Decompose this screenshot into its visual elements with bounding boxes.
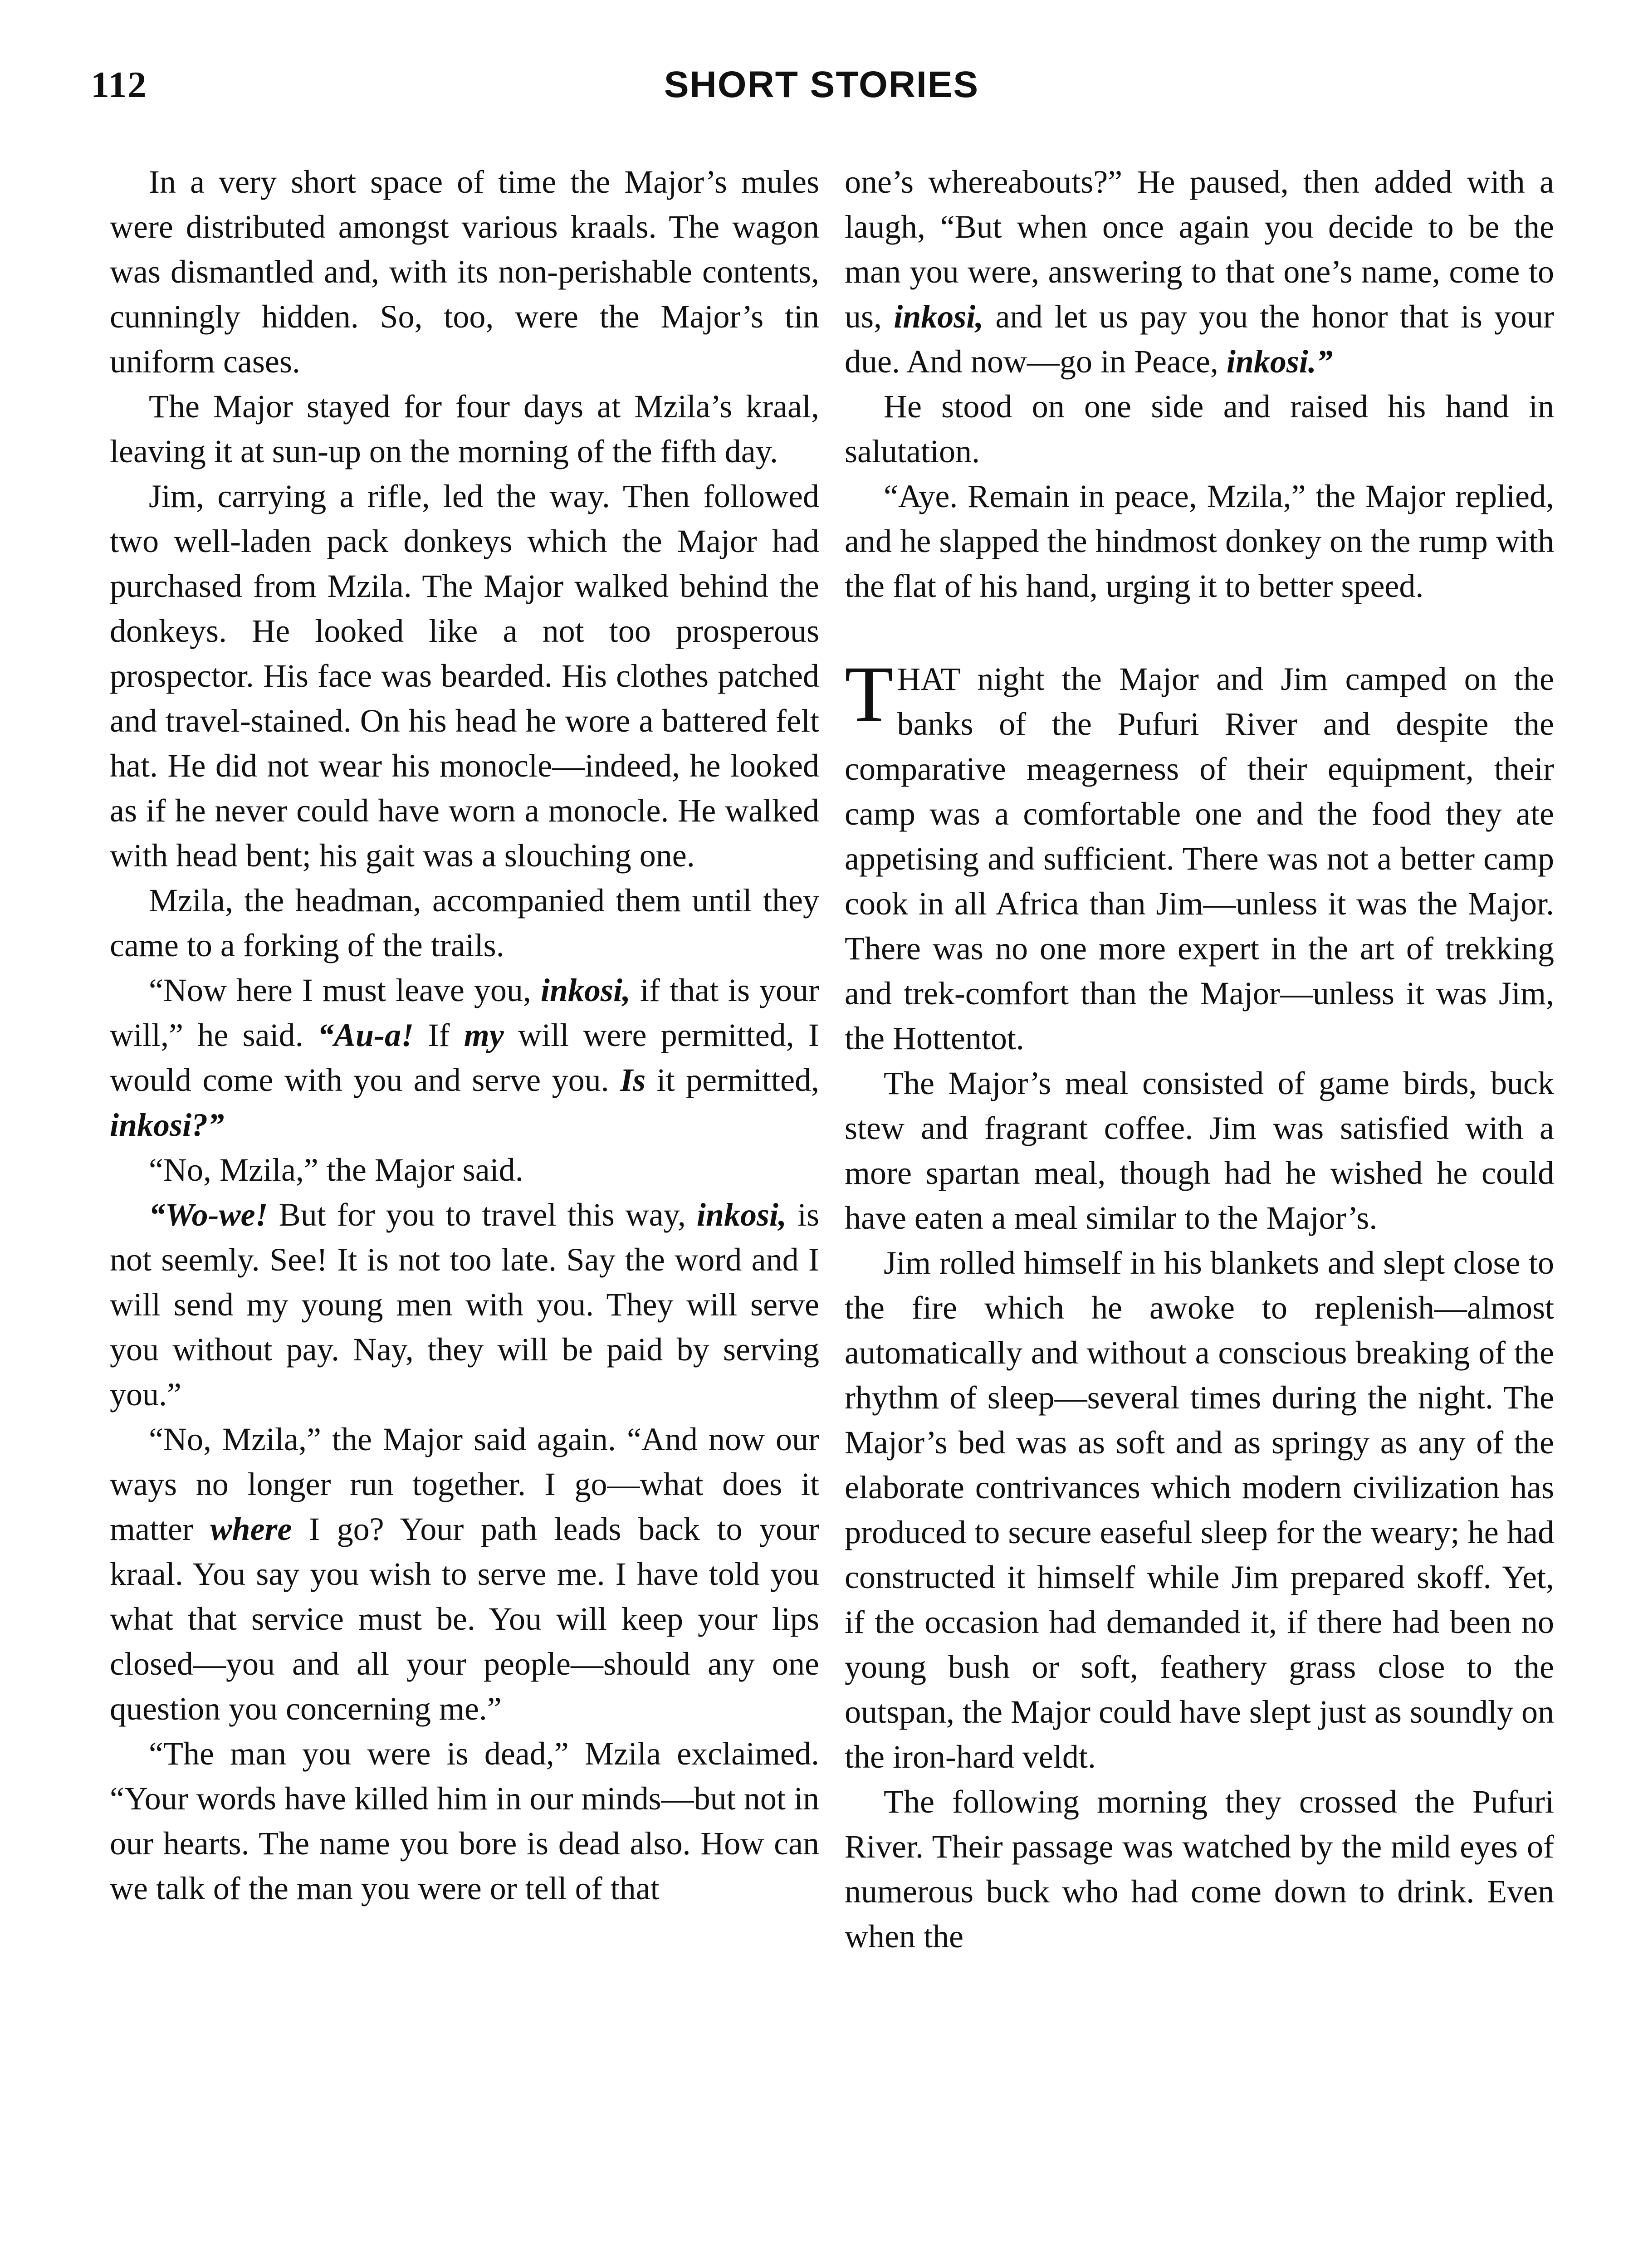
text-run: and let us pay you the honor that is your due. And now—go in Peace, bbox=[845, 298, 1555, 380]
paragraph: The Major stayed for four days at Mzila’s kraal, leaving it at sun-up on the morning of the fifth day. bbox=[110, 388, 819, 469]
italic-word: inkosi, bbox=[894, 298, 984, 335]
drop-cap: T bbox=[845, 650, 894, 738]
text-run: HAT night the Major and Jim camped on the banks of the Pufuri River and despite the comparative meagerness of their equipment, their camp was a comfortable one and the food they ate appetising and sufficient. There was not a better camp cook in all Africa than Jim—unless it was the Major. There was no one more expert in the art of trekking and trek-comfort than the Major—unless it was Jim, the Hottentot. bbox=[845, 661, 1554, 1056]
text-run: If bbox=[428, 1017, 450, 1053]
paragraph: “The man you were is dead,” Mzila exclaimed. “Your words have killed him in our minds—but not in our hearts. The name you bore is dead also. How can we talk of the man you were or tell of that bbox=[110, 1735, 819, 1906]
italic-word: where bbox=[210, 1511, 292, 1547]
text-run: one’s whereabouts?” He paused, then added with a laugh, “But when once again you decide to be the man you were, answering to that one’s name, come to us, bbox=[845, 164, 1554, 335]
right-column bbox=[845, 160, 1554, 1959]
paragraph bbox=[845, 160, 1554, 384]
paragraph: He stood on one side and raised his hand in salutation. bbox=[845, 388, 1554, 469]
paragraph: The following morning they crossed the Pufuri River. Their passage was watched by the mild eyes of numerous buck who had come down to drink. Even when the bbox=[845, 1784, 1554, 1955]
left-column bbox=[110, 160, 819, 1911]
page-number: 112 bbox=[91, 64, 147, 105]
paragraph bbox=[110, 1417, 819, 1731]
italic-word: my bbox=[464, 1017, 504, 1053]
italic-word: “Wo-we! bbox=[149, 1197, 268, 1233]
italic-word: inkosi?” bbox=[110, 1107, 225, 1143]
text-run: is not seemly. See! It is not too late. Say the word and I will send my young men with you. They will serve you without pay. Nay, they will be paid by serving you.” bbox=[110, 1197, 820, 1413]
paragraph: Jim, carrying a rifle, led the way. Then followed two well-laden pack donkeys which the Major had purchased from Mzila. The Major walked behind the donkeys. He looked like a not too prosperous prospector. His face was bearded. His clothes patched and travel-stained. On his head he wore a battered felt hat. He did not wear his monocle—indeed, he looked as if he never could have worn a monocle. He walked with head bent; his gait was a slouching one. bbox=[110, 478, 819, 874]
running-head: SHORT STORIES bbox=[664, 64, 979, 105]
text-run: “No, Mzila,” the Major said again. “And now our ways no longer run together. I go—what does it matter bbox=[110, 1421, 819, 1547]
paragraph bbox=[110, 968, 819, 1148]
paragraph: “Aye. Remain in peace, Mzila,” the Major replied, and he slapped the hindmost donkey on the rump with the flat of his hand, urging it to better speed. bbox=[845, 478, 1554, 604]
paragraph bbox=[110, 1193, 819, 1417]
paragraph: In a very short space of time the Major’s mules were distributed amongst various kraals. The wagon was dismantled and, with its non-perishable contents, cunningly hidden. So, too, were the Major’s tin uniform cases. bbox=[110, 164, 819, 380]
italic-word: inkosi.” bbox=[1226, 343, 1333, 380]
paragraph bbox=[845, 650, 1554, 1061]
italic-word: inkosi, bbox=[540, 972, 631, 1008]
text-run: if that is your will,” he said. bbox=[110, 972, 820, 1053]
text-run: But for you to travel this way, bbox=[279, 1197, 686, 1233]
text-run: I go? Your path leads back to your kraal. You say you wish to serve me. I have told you what that service must be. You will keep your lips closed—you and all your people—should any one question you concerning me.” bbox=[110, 1511, 820, 1727]
paragraph: Jim rolled himself in his blankets and slept close to the fire which he awoke to replenish—almost automatically and without a conscious breaking of the rhythm of sleep—several times during the night. The Major’s bed was as soft and as springy as any of the elaborate contrivances which modern civilization has produced to secure easeful sleep for the weary; he had constructed it himself while Jim prepared skoff. Yet, if the occasion had demanded it, if there had been no young bush or soft, feathery grass close to the outspan, the Major could have slept just as soundly on the iron-hard veldt. bbox=[845, 1245, 1554, 1775]
text-run: it permitted, bbox=[656, 1062, 820, 1098]
text-run: “Now here I must leave you, bbox=[149, 972, 531, 1008]
section-break bbox=[845, 609, 1554, 657]
paragraph: “No, Mzila,” the Major said. bbox=[149, 1152, 523, 1188]
text-run: will were permitted, I would come with you and serve you. bbox=[110, 1017, 820, 1098]
italic-word: inkosi, bbox=[696, 1197, 787, 1233]
italic-word: Is bbox=[620, 1062, 646, 1098]
paragraph: The Major’s meal consisted of game birds, buck stew and fragrant coffee. Jim was satisfied with a more spartan meal, though had he wished he could have eaten a meal similar to the Major’s. bbox=[845, 1065, 1554, 1236]
paragraph: Mzila, the headman, accompanied them until they came to a forking of the trails. bbox=[110, 882, 819, 963]
italic-word: “Au-a! bbox=[318, 1017, 414, 1053]
